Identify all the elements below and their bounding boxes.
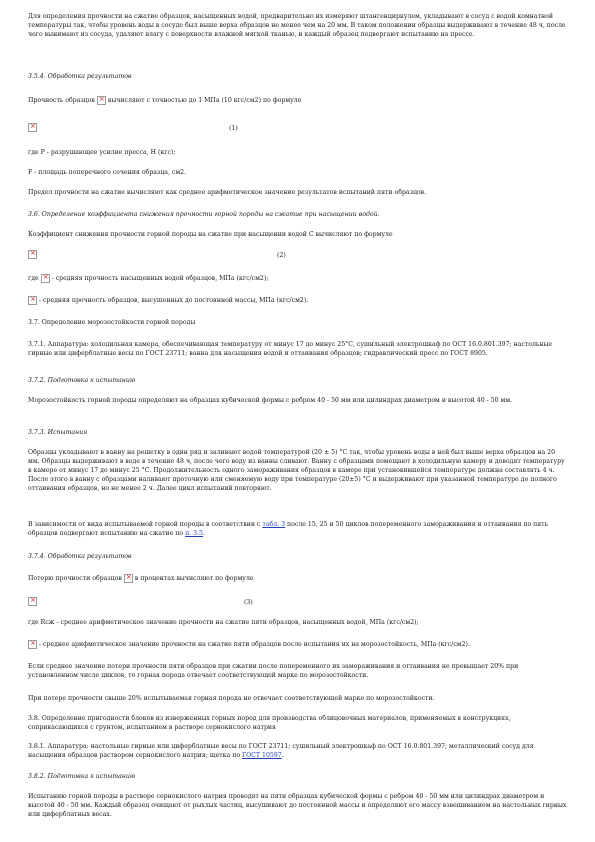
formula-number: (3) [244,599,253,606]
paragraph-over-20-percent: При потере прочности свыше 20% испытываемая горная порода не отвечает соответствующей марке по морозостойкости. [28,695,435,702]
text-part: где [28,275,39,282]
broken-image-icon [41,274,50,283]
paragraph-frost-procedure: Образцы укладывают в ванну на решетку в один ряд и заливают водой температурой (20 ± 5) °С так, чтобы уровень воды в ней был выше верха образцов на 20 мм. Образцы выдерживают в воде в течение 48 ч, после чего воду из ванны сливают. Ванну с образцами помещают в холодильную камеру и доводят температуру в камере от минус 17 до минус 25 °С. Продолжительность одного замораживания образцов в камере при установившейся температуре должна составлять 4 ч. После этого в ванну с образцами наливают проточную или сменяемую воду при температуре (20±5) °С и выдерживают при указанной температуре до полного оттаивания образцов, но не менее 2 ч. Далее цикл испытаний повторяют. [28,449,565,492]
heading-3-6: 3.6. Определение коэффициента снижения прочности горной породы на сжатие при насыщении водой. [28,211,380,218]
heading-3-7-2: 3.7.2. Подготовка к испытанию [28,377,136,384]
paragraph-frost-avg [28,640,470,649]
paragraph-20-percent: Если среднее значение потери прочности пяти образцов при сжатии после попеременного их замораживания и оттаивания не превышает 20% при установленном числе циклов, то горная порода отвечает соответствующей марке по морозостойкости. [28,663,519,679]
text-part: - средняя прочность насыщенных водой образцов, МПа (кгс/см2); [51,275,269,282]
paragraph-cycles [28,520,568,538]
text-part: 3.8.1. Аппаратура: настольные гирные или циферблатные весы по ГОСТ 23711; сушильный электрошкаф по ОСТ 16.0.801.397; металлический сосуд для насыщения образцов раствором сернокислого натрия; щетка по [28,743,534,759]
paragraph-where-saturated [28,274,268,283]
broken-image-icon [97,96,106,105]
paragraph-average: Предел прочности на сжатие вычисляют как среднее арифметическое значение результатов испытаний пяти образцов. [28,189,427,196]
broken-image-icon [124,574,133,583]
text-part: - среднее арифметическое значение прочности на сжатие пяти образцов после испытания их на морозостойкость, МПа (кгс/см2). [38,641,470,648]
text-part: . [202,530,205,537]
paragraph-strength-formula-intro [28,96,301,105]
paragraph-3-8-1 [28,742,568,760]
heading-3-8: 3.8. Определение пригодности блоков из изверженных горных пород для производства облицовочных материалов, применяемых в конструкциях, соприкасающихся с грунтом, испытанием в растворе сернокислого натрия [28,715,511,731]
text-part: после 15, 25 и 50 циклов попеременного замораживания и оттаивания по пять образцов подвергают испытанию на сжатие по [28,521,548,537]
text-part: в процентах вычисляют по формуле [134,575,254,582]
text-part: В зависимости от вида испытываемой горной породы в соответствии с [28,521,261,528]
heading-3-5-4: 3.5.4. Обработка результатов [28,73,132,80]
formula-number: (2) [277,252,286,259]
paragraph-saturation-procedure: Для определения прочности на сжатие образцов, насыщенных водой, предварительно их измеряют штангенциркулем, укладывают в сосуд с водой комнатной температуры так, чтобы уровень воды в сосуде был выше верха образцов не менее чем на 20 мм. В таком положении образцы выдерживают в течение 48 ч, после чего вынимают из сосуда, удаляют влагу с поверхности влажной мягкой тканью, и каждый образец подвергают испытанию на прессе. [28,13,566,38]
formula-3 [28,596,568,608]
paragraph-apparatus: 3.7.1. Аппаратура: холодильная камера, обеспечивающая температуру от минус 17 до минус 25°С, сушильный электрошкаф по ОСТ 16.0.801.397; настольные гирные или циферблатные весы по ГОСТ 23711; ванна для насыщения водой и оттаивания образцов; гидравлический пресс по ГОСТ 8905. [28,341,552,357]
text-part: Потерю прочности образцов [28,575,122,582]
link-table-3[interactable]: табл. 3 [262,521,286,528]
formula-1 [28,122,568,134]
paragraph-where-f: F - площадь поперечного сечения образца, см2. [28,169,187,176]
text-part: - средняя прочность образцов, высушенных до постоянной массы, МПа (кгс/см2). [38,297,309,304]
heading-3-8-2: 3.8.2. Подготовка к испытанию [28,773,136,780]
paragraph-where-p: где P - разрушающее усилие пресса, Н (кгс); [28,149,176,156]
heading-3-7: 3.7. Определение морозостойкости горной породы [28,319,196,326]
text-part: вычисляют с точностью до 1 МПа (10 кгс/см2) по формуле [107,97,302,104]
text-part: Прочность образцов [28,97,95,104]
paragraph-coefficient: Коэффициент снижения прочности горной породы на сжатие при насыщении водой С вычисляют по формуле [28,231,393,238]
paragraph-dried [28,296,308,305]
paragraph-frost-samples: Морозостойкость горной породы определяют на образцах кубической формы с ребром 40 - 50 мм или цилиндрах диаметром и высотой 40 - 50 мм. [28,397,513,404]
broken-image-icon [28,250,37,259]
paragraph-sulfate-test: Испытанию горной породы в растворе сернокислого натрия проводят на пяти образцах кубической формы с ребром 40 - 50 мм или цилиндрах диаметром и высотой 40 - 50 мм. Каждый образец очищают от рыхлых частиц, высушивают до постоянной массы и определяют его массу взвешиванием на настольных гирных или циферблатных весах. [28,793,567,818]
heading-3-7-4: 3.7.4. Обработка результатов [28,553,132,560]
paragraph-loss-intro [28,574,254,583]
formula-number: (1) [229,125,238,132]
broken-image-icon [28,123,37,132]
heading-3-7-3: 3.7.3. Испытания [28,429,88,436]
broken-image-icon [28,640,37,649]
text-part: . [281,752,284,759]
formula-2 [28,249,568,261]
broken-image-icon [28,597,37,606]
link-gost-10597[interactable]: ГОСТ 10597 [242,752,282,759]
paragraph-where-rsj: где Rсж - среднее арифметическое значение прочности на сжатие пяти образцов, насыщенных водой, МПа (кгс/см2); [28,619,419,626]
broken-image-icon [28,296,37,305]
link-section-3-5[interactable]: п. 3.5 [185,530,203,537]
